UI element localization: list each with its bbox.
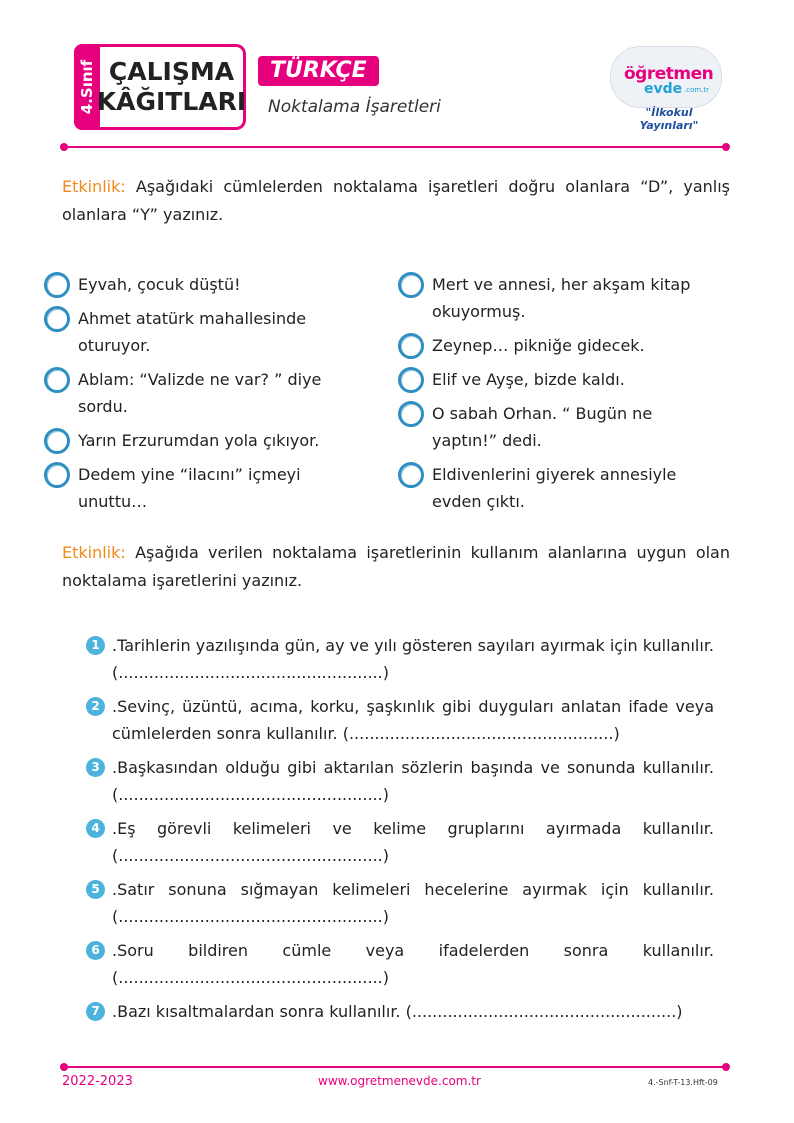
topic-title: Noktalama İşaretleri bbox=[268, 97, 441, 117]
statement-item: Elif ve Ayşe, bizde kaldı. bbox=[402, 366, 714, 393]
statements-left bbox=[48, 271, 348, 522]
logo-domain: .com.tr bbox=[684, 86, 710, 94]
statement-item: Mert ve annesi, her akşam kitap okuyormuş. bbox=[402, 271, 714, 325]
usage-item: 2 .Sevinç, üzüntü, acıma, korku, şaşkınlık gibi duyguları anlatan ifade veya cümlelerden sonra kullanılır. (....................................................) bbox=[86, 693, 714, 747]
usage-item: 4 .Eş görevli kelimeleri ve kelime gruplarını ayırmada kullanılır. (....................................................) bbox=[86, 815, 714, 869]
statement-item: O sabah Orhan. “ Bugün ne yaptın!” dedi. bbox=[402, 400, 714, 454]
publisher-logo bbox=[610, 46, 720, 132]
footer-year: 2022-2023 bbox=[62, 1074, 133, 1089]
answer-circle[interactable] bbox=[44, 428, 70, 454]
footer-divider bbox=[64, 1066, 726, 1068]
usage-item: 7 .Bazı kısaltmalardan sonra kullanılır. (....................................................) bbox=[86, 998, 714, 1025]
number-badge: 5 bbox=[86, 880, 105, 899]
statement-item: Eyvah, çocuk düştü! bbox=[48, 271, 348, 298]
number-badge: 7 bbox=[86, 1002, 105, 1021]
answer-circle[interactable] bbox=[398, 401, 424, 427]
usage-item: 5 .Satır sonuna sığmayan kelimeleri hecelerine ayırmak için kullanılır. (....................................................) bbox=[86, 876, 714, 930]
number-badge: 3 bbox=[86, 758, 105, 777]
answer-circle[interactable] bbox=[44, 306, 70, 332]
answer-circle[interactable] bbox=[398, 367, 424, 393]
answer-circle[interactable] bbox=[44, 272, 70, 298]
statement-item: Ablam: “Valizde ne var? ” diye sordu. bbox=[48, 366, 348, 420]
title-line-2: KÂĞITLARI bbox=[96, 87, 247, 116]
number-badge: 2 bbox=[86, 697, 105, 716]
title-line-1: ÇALIŞMA bbox=[108, 57, 235, 86]
activity-2-text: Aşağıda verilen noktalama işaretlerinin kullanım alanlarına uygun olan noktalama işaretlerini yazınız. bbox=[62, 543, 730, 590]
activity-1-text: Aşağıdaki cümlelerden noktalama işaretleri doğru olanlara “D”, yanlış olanlara “Y” yazınız. bbox=[62, 177, 730, 224]
answer-circle[interactable] bbox=[44, 367, 70, 393]
header-divider bbox=[64, 146, 726, 148]
statement-item: Eldivenlerini giyerek annesiyle evden çıktı. bbox=[402, 461, 714, 515]
statement-item: Zeynep… pikniğe gidecek. bbox=[402, 332, 714, 359]
number-badge: 4 bbox=[86, 819, 105, 838]
subject-badge: TÜRKÇE bbox=[258, 56, 379, 86]
answer-circle[interactable] bbox=[398, 462, 424, 488]
usage-item: 3 .Başkasından olduğu gibi aktarılan sözlerin başında ve sonunda kullanılır. (....................................................) bbox=[86, 754, 714, 808]
footer-code: 4.-Snf-T-13.Hft-09 bbox=[648, 1078, 718, 1087]
activity-1-instruction bbox=[62, 173, 730, 229]
usage-list bbox=[86, 632, 714, 1032]
statements-right bbox=[402, 271, 714, 522]
grade-label: 4.Sınıf bbox=[78, 59, 96, 115]
statement-item: Yarın Erzurumdan yola çıkıyor. bbox=[48, 427, 348, 454]
logo-brand-bottom: evde bbox=[644, 81, 683, 97]
statement-item: Ahmet atatürk mahallesinde oturuyor. bbox=[48, 305, 348, 359]
answer-circle[interactable] bbox=[398, 272, 424, 298]
logo-tagline: "İlkokul Yayınları" bbox=[639, 106, 699, 132]
activity-2-label: Etkinlik: bbox=[62, 543, 126, 562]
answer-circle[interactable] bbox=[44, 462, 70, 488]
answer-circle[interactable] bbox=[398, 333, 424, 359]
statement-item: Dedem yine “ilacını” içmeyi unuttu… bbox=[48, 461, 348, 515]
usage-item: 1 .Tarihlerin yazılışında gün, ay ve yılı gösteren sayıları ayırmak için kullanılır. (....................................................) bbox=[86, 632, 714, 686]
number-badge: 6 bbox=[86, 941, 105, 960]
number-badge: 1 bbox=[86, 636, 105, 655]
logo-brand-top: öğretmen bbox=[624, 64, 714, 84]
usage-item: 6 .Soru bildiren cümle veya ifadelerden sonra kullanılır. (....................................................) bbox=[86, 937, 714, 991]
title-box bbox=[96, 44, 247, 130]
activity-1-label: Etkinlik: bbox=[62, 177, 126, 196]
activity-2-instruction bbox=[62, 539, 730, 595]
footer-website[interactable]: www.ogretmenevde.com.tr bbox=[318, 1074, 481, 1088]
